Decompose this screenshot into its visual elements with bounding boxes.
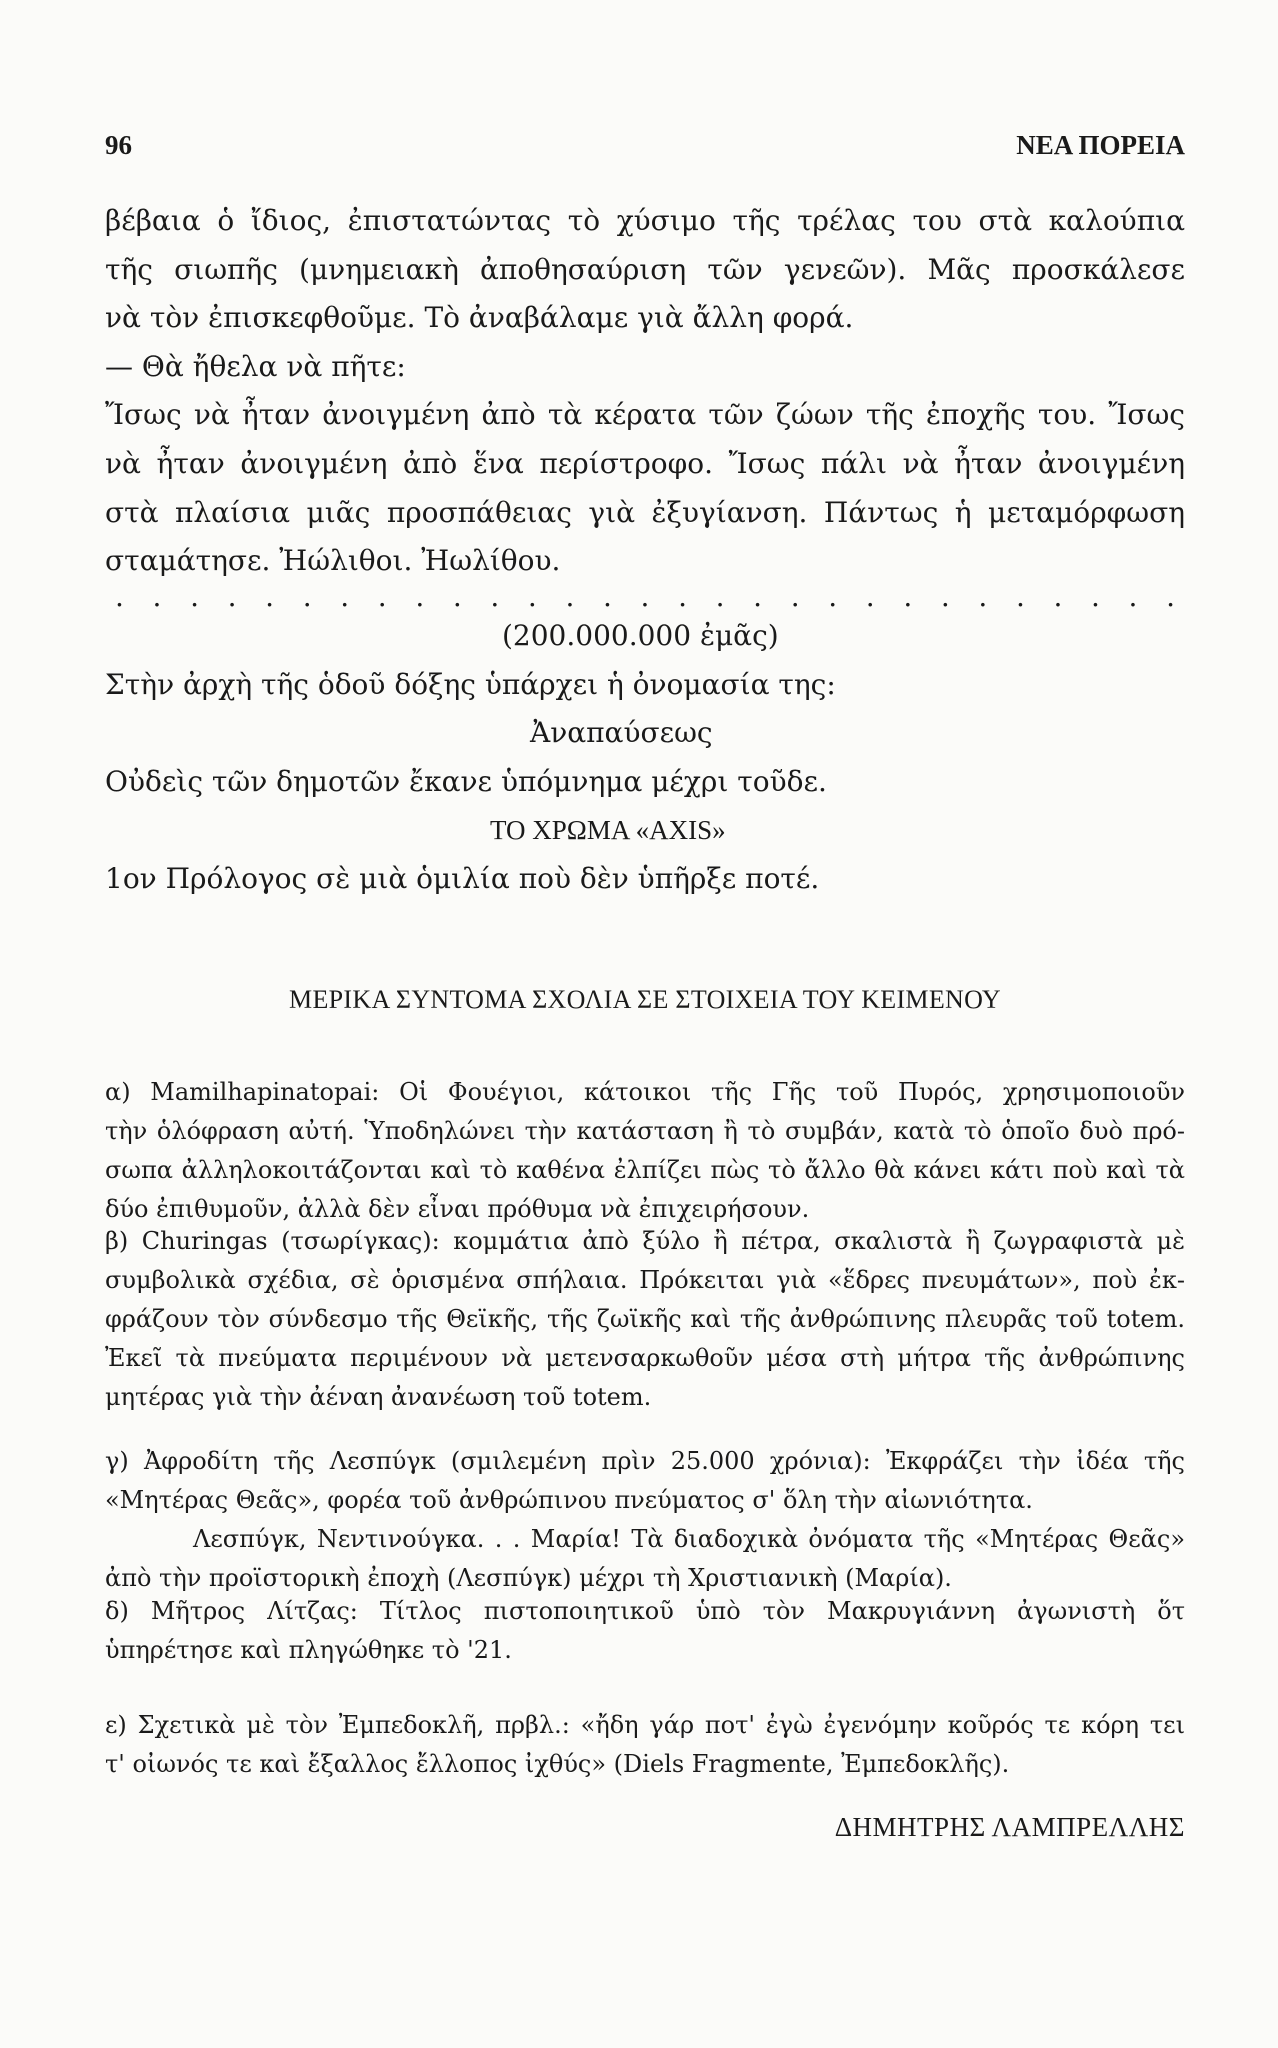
poem-line: στὰ πλαίσια μιᾶς προσπάθειας γιὰ ἐξυγίανση. Πάντως ἡ μεταμόρφωση xyxy=(105,495,1185,529)
poem-line: βέβαια ὁ ἴδιος, ἐπιστατώντας τὸ χύσιμο τῆς τρέλας του στὰ καλούπια xyxy=(105,204,1185,237)
journal-title: ΝΕΑ ΠΟΡΕΙΑ xyxy=(1016,130,1185,160)
poem-line: Οὐδεὶς τῶν δημοτῶν ἔκανε ὑπόμνημα μέχρι τοῦδε. xyxy=(105,764,827,798)
poem-line: 1ον Πρόλογος σὲ μιὰ ὁμιλία ποὺ δὲν ὑπῆρξε ποτέ. xyxy=(105,861,820,895)
note-line: Ἐκεῖ τὰ πνεύματα περιμένουν νὰ μετενσαρκωθοῦν μέσα στὴ μήτρα τῆς ἀνθρώπινης xyxy=(105,1344,1185,1372)
note-line: δ) Μῆτρος Λίτζας: Τίτλος πιστοποιητικοῦ ὑπὸ τὸν Μακρυγιάννη ἀγωνιστὴ ὅτ xyxy=(105,1597,1185,1625)
poem-line: (200.000.000 ἐμᾶς) xyxy=(502,619,779,652)
page-number: 96 xyxy=(105,130,132,160)
note-line: α) Mamilhapinatopai: Οἱ Φουέγιοι, κάτοικοι τῆς Γῆς τοῦ Πυρός, χρησιμοποιοῦν xyxy=(105,1078,1185,1106)
note-line: «Μητέρας Θεᾶς», φορέα τοῦ ἀνθρώπινου πνεύματος σ' ὅλη τὴν αἰωνιότητα. xyxy=(105,1486,1033,1514)
poem-line: — Θὰ ἤθελα νὰ πῆτε: xyxy=(105,349,406,383)
note-line: δύο ἐπιθυμοῦν, ἀλλὰ δὲν εἶναι πρόθυμα νὰ ἐπιχειρήσουν. xyxy=(105,1195,810,1223)
note-line: Λεσπύγκ, Νεντινούγκα. . . Μαρία! Τὰ διαδοχικὰ ὀνόματα τῆς «Μητέρας Θεᾶς» xyxy=(193,1525,1185,1553)
note-gamma xyxy=(105,1442,1185,1598)
note-line: ὑπηρέτησε καὶ πληγώθηκε τὸ '21. xyxy=(105,1636,512,1664)
note-beta xyxy=(105,1222,1185,1417)
poem-line: Ἴσως νὰ ἦταν ἀνοιγμένη ἀπὸ τὰ κέρατα τῶν ζώων τῆς ἐποχῆς του. Ἴσως xyxy=(105,398,1185,432)
note-line: ε) Σχετικὰ μὲ τὸν Ἐμπεδοκλῆ, πρβλ.: «ἤδη γάρ ποτ' ἐγὼ ἐγενόμην κοῦρός τε κόρη τει xyxy=(105,1711,1185,1739)
page-header xyxy=(105,130,1185,170)
note-line: ἀπὸ τὴν προϊστορικὴ ἐποχὴ (Λεσπύγκ) μέχρι τὴ Χριστιανικὴ (Μαρία). xyxy=(105,1564,952,1592)
poem-line: νὰ τὸν ἐπισκεφθοῦμε. Τὸ ἀναβάλαμε γιὰ ἄλλη φορά. xyxy=(105,301,854,335)
poem-line: σταμάτησε. Ἠώλιθοι. Ἠωλίθου. xyxy=(105,544,561,578)
poem-line: Στὴν ἀρχὴ τῆς ὁδοῦ δόξης ὑπάρχει ἡ ὀνομασία της: xyxy=(105,667,836,701)
note-line: σωπα ἀλληλοκοιτάζονται καὶ τὸ καθένα ἐλπίζει πὼς τὸ ἄλλο θὰ κάνει κάτι ποὺ καὶ τὰ xyxy=(105,1156,1185,1184)
poem-line: νὰ ἦταν ἀνοιγμένη ἀπὸ ἕνα περίστροφο. Ἴσως πάλι νὰ ἦταν ἀνοιγμένη xyxy=(105,446,1185,480)
note-line: τὴν ὁλόφραση αὐτή. Ὑποδηλώνει τὴν κατάσταση ἢ τὸ συμβάν, κατὰ τὸ ὁποῖο δυὸ πρό- xyxy=(105,1117,1185,1145)
note-delta xyxy=(105,1592,1185,1670)
dotted-separator: . . . . . . . . . . . . . . . . . . . . . . . . . . . . . xyxy=(115,580,1175,613)
poem-line: Ἀναπαύσεως xyxy=(530,716,713,749)
notes-heading: ΜΕΡΙΚΑ ΣΥΝΤΟΜΑ ΣΧΟΛΙΑ ΣΕ ΣΤΟΙΧΕΙΑ ΤΟΥ ΚΕΙΜΕΝΟΥ xyxy=(289,985,1001,1014)
note-alpha xyxy=(105,1073,1185,1229)
note-line: συμβολικὰ σχέδια, σὲ ὁρισμένα σπήλαια. Πρόκειται γιὰ «ἕδρες πνευμάτων», ποὺ ἐκ- xyxy=(105,1266,1185,1294)
note-line: τ' οἰωνός τε καὶ ἔξαλλος ἔλλοπος ἰχθύς» (Diels Fragmente, Ἐμπεδοκλῆς). xyxy=(105,1750,1010,1778)
poem-line: τῆς σιωπῆς (μνημειακὴ ἀποθησαύριση τῶν γενεῶν). Μᾶς προσκάλεσε xyxy=(105,252,1185,286)
note-line: γ) Ἀφροδίτη τῆς Λεσπύγκ (σμιλεμένη πρὶν 25.000 χρόνια): Ἐκφράζει τὴν ἰδέα τῆς xyxy=(105,1447,1185,1475)
note-line: β) Churingas (τσωρίγκας): κομμάτια ἀπὸ ξύλο ἢ πέτρα, σκαλιστὰ ἢ ζωγραφιστὰ μὲ xyxy=(105,1227,1185,1255)
note-epsilon xyxy=(105,1706,1185,1784)
author-signature: ΔΗΜΗΤΡΗΣ ΛΑΜΠΡΕΛΛΗΣ xyxy=(834,1812,1185,1842)
poem-section-two xyxy=(105,612,1185,903)
poem-text xyxy=(105,197,1185,586)
poem-line: ΤΟ ΧΡΩΜΑ «ΑΧΙS» xyxy=(490,815,726,845)
note-line: φράζουν τὸν σύνδεσμο τῆς Θεϊκῆς, τῆς ζωϊκῆς καὶ τῆς ἀνθρώπινης πλευρᾶς τοῦ totem. xyxy=(105,1305,1185,1333)
note-line: μητέρας γιὰ τὴν ἀέναη ἀνανέωση τοῦ totem. xyxy=(105,1383,652,1411)
